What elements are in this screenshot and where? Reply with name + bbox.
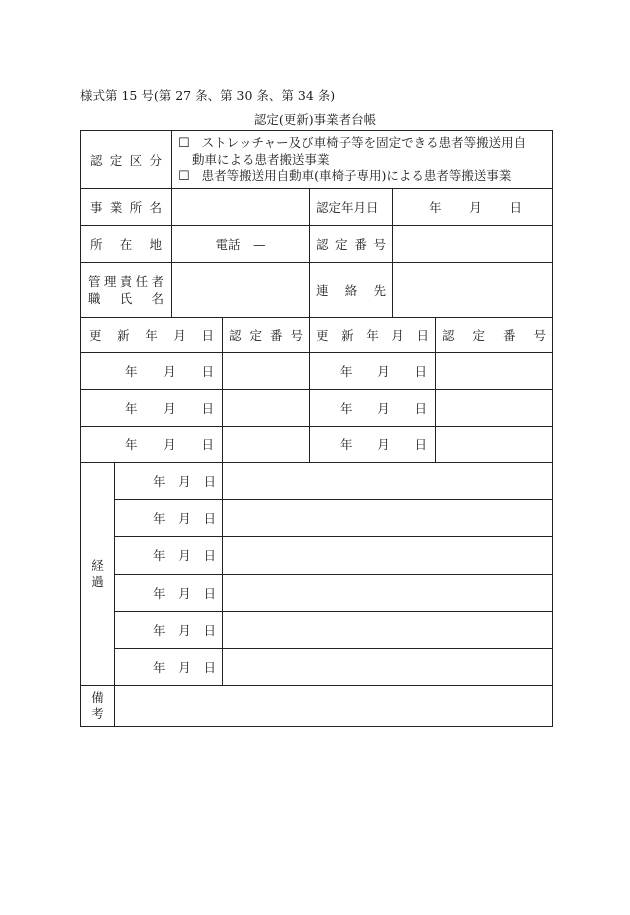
phone-field[interactable]: 電話 —	[215, 236, 266, 252]
label-nintei-bango: 認 定 番 号	[316, 236, 386, 252]
nintei-bango-field[interactable]	[393, 225, 552, 262]
label-shozaichi: 所 在 地	[90, 236, 162, 252]
history-date[interactable]: 年 月 日	[153, 510, 216, 526]
registry-form-table	[80, 130, 553, 727]
label-kanri-sekininsha: 管 理 責 任 者 職 氏 名	[88, 273, 164, 306]
history-date[interactable]: 年 月 日	[153, 585, 216, 601]
renrakusaki-field[interactable]	[393, 262, 552, 317]
label-jigyosho-mei: 事 業 所 名	[90, 199, 162, 215]
history-entry[interactable]	[223, 462, 552, 499]
renewal-number-right[interactable]	[436, 426, 552, 462]
header-nintei-bango-left: 認 定 番 号	[229, 327, 303, 343]
renewal-date-left[interactable]: 年 月 日	[125, 400, 214, 416]
history-date[interactable]: 年 月 日	[153, 473, 216, 489]
renewal-date-right[interactable]: 年 月 日	[340, 437, 427, 452]
history-entry[interactable]	[223, 536, 552, 574]
header-koshin-ymd-left: 更 新 年 月 日	[89, 327, 214, 343]
option-wheelchair: ☐ 患者等搬送用自動車(車椅子専用)による患者等搬送事業	[178, 167, 512, 184]
label-biko: 備 考	[91, 689, 104, 721]
history-date[interactable]: 年 月 日	[153, 622, 216, 638]
renewal-date-left[interactable]: 年 月 日	[125, 363, 214, 379]
label-nintei-ymd: 認定年月日	[316, 199, 379, 215]
renewal-number-left[interactable]	[223, 389, 309, 426]
label-keika: 経 過	[91, 557, 104, 589]
history-date[interactable]: 年 月 日	[153, 548, 216, 563]
option-stretcher: ☐ ストレッチャー及び車椅子等を固定できる患者等搬送用自	[178, 134, 527, 151]
nintei-date-field[interactable]: 年 月 日	[429, 199, 522, 215]
biko-field[interactable]	[115, 685, 552, 726]
renewal-date-right[interactable]: 年 月 日	[340, 400, 427, 416]
renewal-number-left[interactable]	[223, 426, 309, 462]
form-number: 様式第 15 号(第 27 条、第 30 条、第 34 条)	[80, 88, 336, 103]
page-title: 認定(更新)事業者台帳	[253, 112, 377, 127]
checkbox-wheelchair[interactable]: ☐	[178, 168, 190, 184]
history-date[interactable]: 年 月 日	[153, 659, 216, 675]
options-area	[172, 131, 552, 188]
checkbox-stretcher[interactable]: ☐	[178, 135, 190, 151]
label-renrakusaki: 連 絡 先	[316, 282, 386, 298]
header-koshin-ymd-right: 更 新 年 月 日	[316, 327, 429, 343]
renewal-date-left[interactable]: 年 月 日	[125, 437, 214, 452]
option-stretcher-cont: 動車による患者搬送事業	[192, 151, 330, 167]
jigyosho-mei-field[interactable]	[172, 188, 309, 225]
header-nintei-bango-right: 認 定 番 号	[442, 327, 546, 343]
kanri-sekininsha-field[interactable]	[172, 262, 309, 317]
history-entry[interactable]	[223, 499, 552, 536]
renewal-number-right[interactable]	[436, 389, 552, 426]
renewal-number-left[interactable]	[223, 352, 309, 389]
history-entry[interactable]	[223, 611, 552, 648]
history-entry[interactable]	[223, 648, 552, 685]
renewal-number-right[interactable]	[436, 352, 552, 389]
label-nintei-kubun: 認 定 区 分	[90, 152, 162, 168]
history-entry[interactable]	[223, 574, 552, 611]
renewal-date-right[interactable]: 年 月 日	[340, 363, 427, 379]
